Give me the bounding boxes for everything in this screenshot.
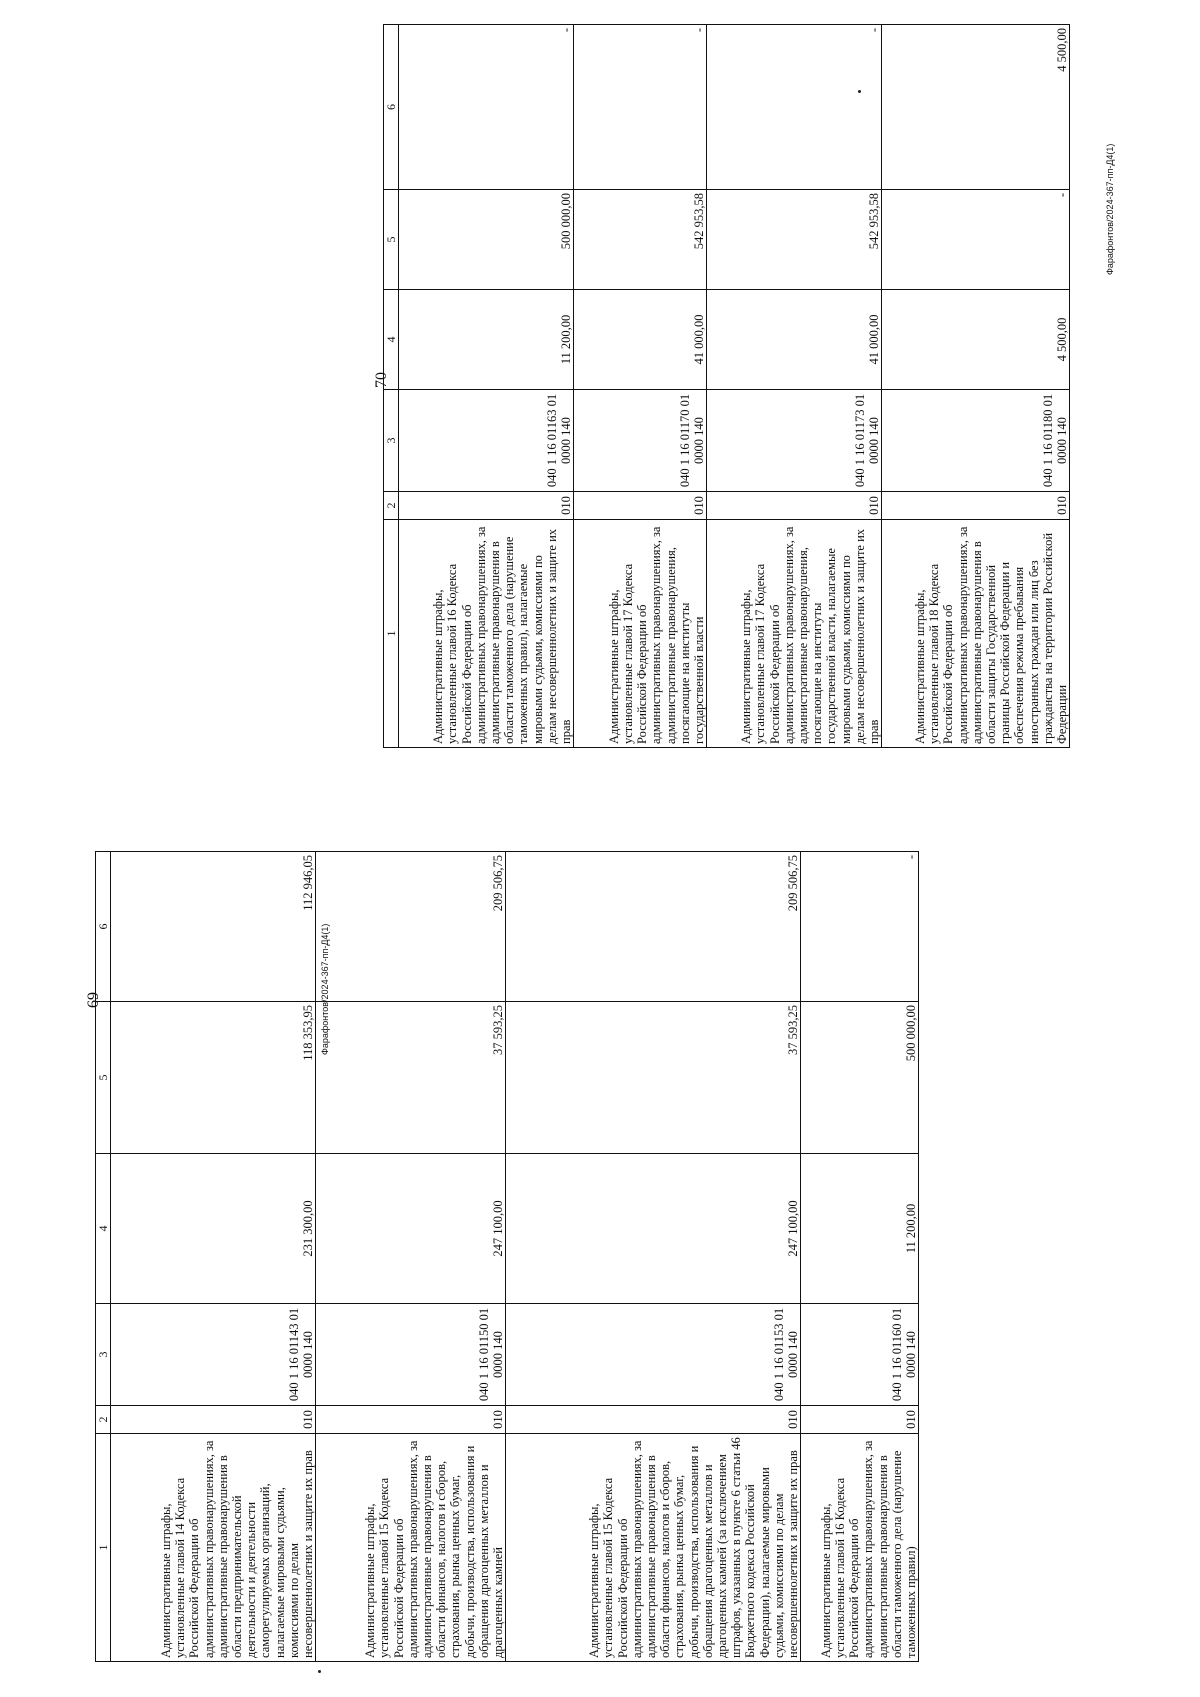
kbk-code-cell: 040 1 16 01160 01 0000 140 — [801, 1304, 919, 1406]
kbk-code-cell: 040 1 16 01153 01 0000 140 — [506, 1304, 801, 1406]
amount-cell: 4 500,00 — [882, 290, 1070, 390]
kbk-code-cell: 040 1 16 01163 01 0000 140 — [399, 390, 574, 492]
kbk-code-cell: 040 1 16 01173 01 0000 140 — [707, 390, 882, 492]
amount-cell: 209 506,75 — [506, 852, 801, 1002]
table-row — [707, 25, 882, 748]
description-cell: Административные штрафы, установленные главой 14 Кодекса Российской Федерации об административных правонарушениях, за административные правонарушения в области предпринимательской деятельности и деятельности саморегулируемых организаций, налагаемые мировыми судьями, комиссиями по делам несовершеннолетних и защите их прав — [111, 1434, 316, 1662]
page-70-footer: Фарафонтов/2024-367-пп-Д4(1) — [1105, 143, 1115, 275]
description-cell: Административные штрафы, установленные главой 17 Кодекса Российской Федерации об административных правонарушениях, за административные правонарушения, посягающие на институты государственной власти — [574, 520, 707, 748]
page-number: 70 — [373, 372, 390, 388]
col-header-1: 1 — [96, 1434, 111, 1662]
amount-cell: - — [707, 25, 882, 190]
kbk-code-cell: 040 1 16 01170 01 0000 140 — [574, 390, 707, 492]
description-cell: Административные штрафы, установленные главой 16 Кодекса Российской Федерации об административных правонарушениях, за административные правонарушения в области таможенного дела (нарушение таможенных правил), налагаемые мировыми судьями, комиссиями по делам несовершеннолетних и защите их прав — [399, 520, 574, 748]
col-header-3: 3 — [384, 390, 399, 492]
table-row — [399, 25, 574, 748]
amount-cell: 11 200,00 — [801, 1154, 919, 1304]
amount-cell: 118 353,95 — [111, 1002, 316, 1154]
code-cell: 010 — [574, 492, 707, 520]
amount-cell: 542 953,58 — [574, 190, 707, 290]
code-cell: 010 — [399, 492, 574, 520]
col-header-4: 4 — [384, 290, 399, 390]
description-cell: Административные штрафы, установленные главой 17 Кодекса Российской Федерации об административных правонарушениях, за административные правонарушения, посягающие на институты государственной власти, налагаемые мировыми судьями, комиссиями по делам несовершеннолетних и защите их прав — [707, 520, 882, 748]
col-header-2: 2 — [96, 1406, 111, 1434]
amount-cell: 209 506,75 — [316, 852, 506, 1002]
col-header-3: 3 — [96, 1304, 111, 1406]
scan-speck — [858, 90, 861, 93]
kbk-code-cell: 040 1 16 01180 01 0000 140 — [882, 390, 1070, 492]
table-row — [316, 852, 506, 1662]
amount-cell: - — [399, 25, 574, 190]
amount-cell: 500 000,00 — [801, 1002, 919, 1154]
code-cell: 010 — [801, 1406, 919, 1434]
page-number: 69 — [85, 992, 102, 1008]
col-header-6: 6 — [96, 852, 111, 1002]
code-cell: 010 — [506, 1406, 801, 1434]
amount-cell: 41 000,00 — [707, 290, 882, 390]
amount-cell: - — [882, 190, 1070, 290]
description-cell: Административные штрафы, установленные главой 16 Кодекса Российской Федерации об административных правонарушениях, за административные правонарушения в области таможенного дела (нарушение таможенных правил) — [801, 1434, 919, 1662]
table-row — [801, 852, 919, 1662]
description-cell: Административные штрафы, установленные главой 15 Кодекса Российской Федерации об административных правонарушениях, за административные правонарушения в области финансов, налогов и сборов, страхования, рынка ценных бумаг, добычи, производства, использования и обращения драгоценных металлов и драгоценных камней (за исключением штрафов, указанных в пункте 6 статьи 46 Бюджетного кодекса Российской Федерации), налагаемые мировыми судьями, комиссиями по делам несовершеннолетних и защите их прав — [506, 1434, 801, 1662]
col-header-5: 5 — [96, 1002, 111, 1154]
header-row — [96, 852, 111, 1662]
page-69-footer: Фарафонтов/2024-367-пп-Д4(1) — [320, 923, 330, 1055]
code-cell: 010 — [111, 1406, 316, 1434]
kbk-code-cell: 040 1 16 01143 01 0000 140 — [111, 1304, 316, 1406]
amount-cell: 11 200,00 — [399, 290, 574, 390]
amount-cell: 542 953,58 — [707, 190, 882, 290]
description-cell: Административные штрафы, установленные главой 15 Кодекса Российской Федерации об административных правонарушениях, за административные правонарушения в области финансов, налогов и сборов, страхования, рынка ценных бумаг, добычи, производства, использования и обращения драгоценных металлов и драгоценных камней — [316, 1434, 506, 1662]
amount-cell: 37 593,25 — [316, 1002, 506, 1154]
description-cell: Административные штрафы, установленные главой 18 Кодекса Российской Федерации об административных правонарушениях, за административные правонарушения в области защиты Государственной границы Российской Федерации и обеспечения режима пребывания иностранных граждан или лиц без гражданства на территории Российской Федерации — [882, 520, 1070, 748]
amount-cell: 247 100,00 — [316, 1154, 506, 1304]
amount-cell: 247 100,00 — [506, 1154, 801, 1304]
col-header-4: 4 — [96, 1154, 111, 1304]
page-69-table-wrapper — [95, 851, 919, 1662]
kbk-code-cell: 040 1 16 01150 01 0000 140 — [316, 1304, 506, 1406]
amount-cell: 37 593,25 — [506, 1002, 801, 1154]
amount-cell: - — [801, 852, 919, 1002]
page-70-table-wrapper — [383, 24, 1070, 748]
code-cell: 010 — [707, 492, 882, 520]
amount-cell: 231 300,00 — [111, 1154, 316, 1304]
code-cell: 010 — [882, 492, 1070, 520]
col-header-5: 5 — [384, 190, 399, 290]
table-row — [111, 852, 316, 1662]
amount-cell: 500 000,00 — [399, 190, 574, 290]
header-row — [384, 25, 399, 748]
col-header-1: 1 — [384, 520, 399, 748]
page-70-table — [383, 24, 1070, 748]
table-row — [882, 25, 1070, 748]
col-header-6: 6 — [384, 25, 399, 190]
amount-cell: 4 500,00 — [882, 25, 1070, 190]
table-row — [506, 852, 801, 1662]
amount-cell: 112 946,05 — [111, 852, 316, 1002]
code-cell: 010 — [316, 1406, 506, 1434]
page-69-table — [95, 851, 919, 1662]
amount-cell: 41 000,00 — [574, 290, 707, 390]
amount-cell: - — [574, 25, 707, 190]
col-header-2: 2 — [384, 492, 399, 520]
table-row — [574, 25, 707, 748]
scan-speck — [318, 1670, 321, 1673]
